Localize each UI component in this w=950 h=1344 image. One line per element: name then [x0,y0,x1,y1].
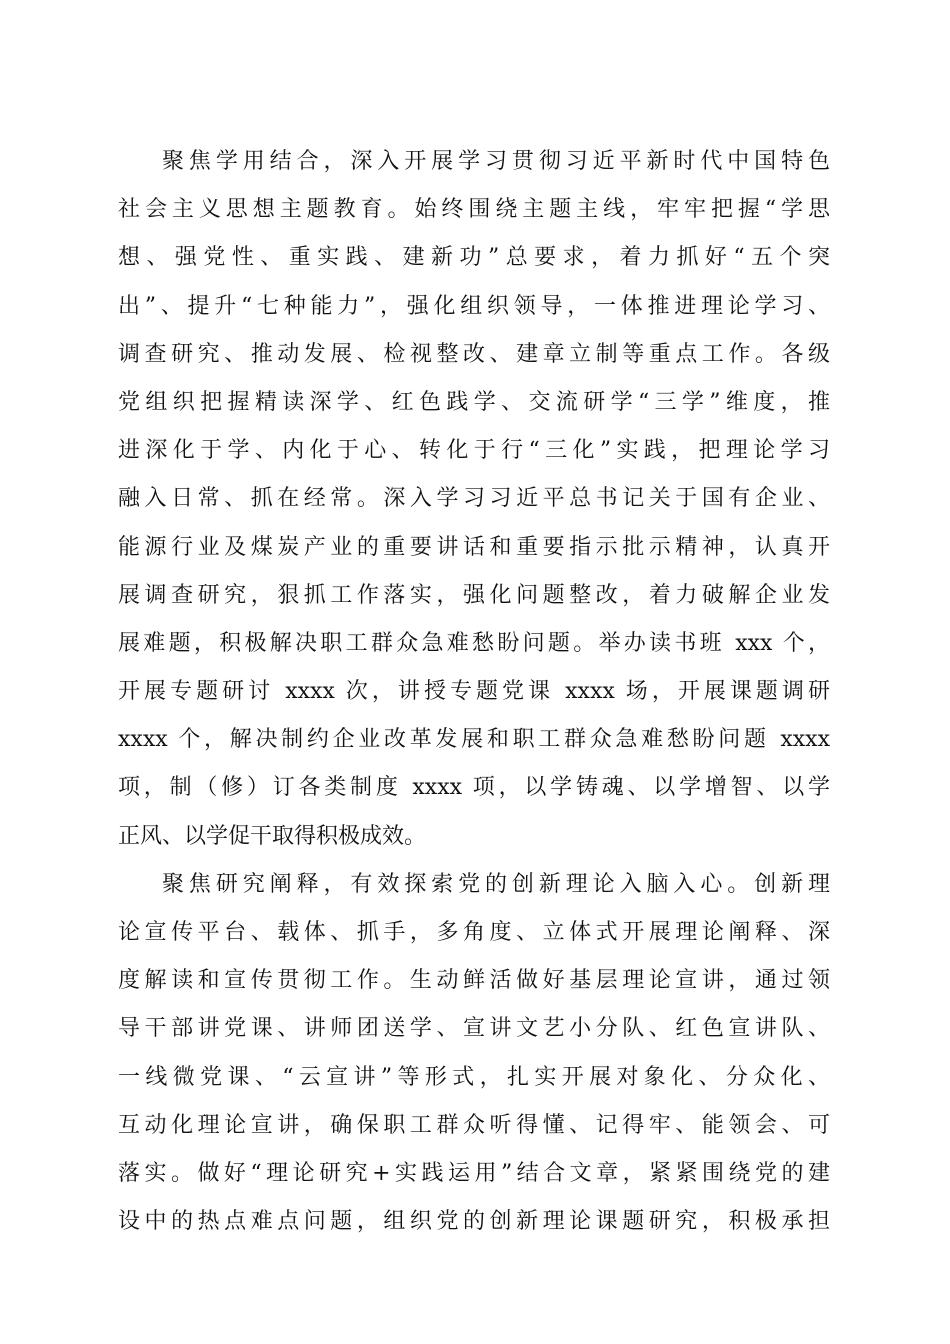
text-line: xxxx 个，解决制约企业改革发展和职工群众急难愁盼问题 xxxx [118,727,830,753]
text-line: 展难题，积极解决职工群众急难愁盼问题。举办读书班 xxx 个， [118,630,830,656]
text-line: 调查研究、推动发展、检视整改、建章立制等重点工作。各级 [118,341,830,367]
text-line: 落实。做好“理论研究+实践运用”结合文章，紧紧围绕党的建 [118,1160,830,1186]
text-line: 想、强党性、重实践、建新功”总要求，着力抓好“五个突 [118,245,830,271]
text-line: 导干部讲党课、讲师团送学、宣讲文艺小分队、红色宣讲队、 [118,1016,830,1042]
text-line: 党组织把握精读深学、红色践学、交流研学“三学”维度，推 [118,389,830,415]
text-line: 度解读和宣传贯彻工作。生动鲜活做好基层理论宣讲，通过领 [118,968,830,994]
document-body [118,138,830,1246]
text-line: 一线微党课、“云宣讲”等形式，扎实开展对象化、分众化、 [118,1064,830,1090]
paragraph-study-application [118,138,830,861]
text-line: 进深化于学、内化于心、转化于行“三化”实践，把理论学习 [118,438,830,464]
text-line: 能源行业及煤炭产业的重要讲话和重要指示批示精神，认真开 [118,534,830,560]
text-line: 社会主义思想主题教育。始终围绕主题主线，牢牢把握“学思 [118,197,830,223]
text-line: 出”、提升“七种能力”，强化组织领导，一体推进理论学习、 [118,293,830,319]
paragraph-research-interpretation [118,861,830,1247]
text-line: 正风、以学促干取得积极成效。 [118,823,427,849]
text-line: 设中的热点难点问题，组织党的创新理论课题研究，积极承担 [118,1209,830,1235]
text-line: 互动化理论宣讲，确保职工群众听得懂、记得牢、能领会、可 [118,1112,830,1138]
text-line: 项，制（修）订各类制度 xxxx 项，以学铸魂、以学增智、以学 [118,775,830,801]
text-line: 论宣传平台、载体、抓手，多角度、立体式开展理论阐释、深 [118,920,830,945]
text-line: 融入日常、抓在经常。深入学习习近平总书记关于国有企业、 [118,486,830,512]
text-line: 聚焦学用结合，深入开展学习贯彻习近平新时代中国特色 [162,149,830,174]
text-line: 聚焦研究阐释，有效探索党的创新理论入脑入心。创新理 [162,871,830,897]
text-line: 开展专题研讨 xxxx 次，讲授专题党课 xxxx 场，开展课题调研 [118,679,830,705]
text-line: 展调查研究，狠抓工作落实，强化问题整改，着力破解企业发 [118,582,830,608]
